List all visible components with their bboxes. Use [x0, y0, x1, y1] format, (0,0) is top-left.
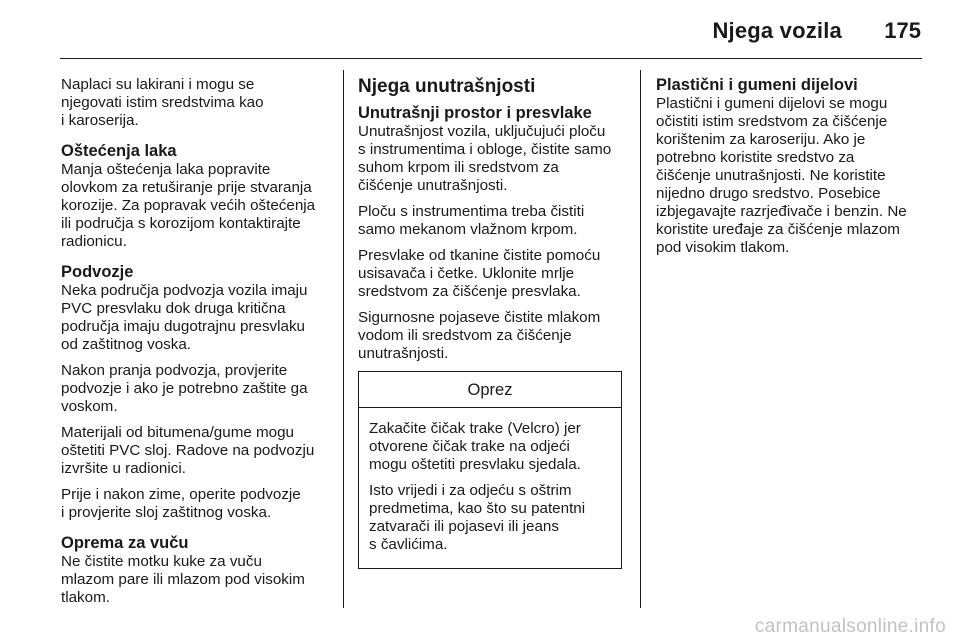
watermark: carmanualsonline.info [754, 616, 946, 637]
page-number: 175 [884, 18, 921, 43]
intro-section [61, 76, 333, 130]
section-heading: Plastični i gumeni dijelovi [656, 76, 858, 94]
column-1 [61, 76, 333, 615]
paragraph: Ne čistite motku kuke za vuču mlazom pare ili mlazom pod visokim tlakom. [61, 553, 305, 606]
paragraph: Presvlake od tkanine čistite pomoću usisavača i četke. Uklonite mrlje sredstvom za čišćenje presvlaka. [358, 247, 601, 300]
caution-paragraph: Zakačite čičak trake (Velcro) jer otvorene čičak trake na odjeći mogu oštetiti presvlaku sjedala. [369, 420, 581, 473]
caution-paragraph: Isto vrijedi i za odjeću s oštrim predmetima, kao što su patentni zatvarači ili pojasevi ili jeans s čavlićima. [369, 482, 586, 553]
section-paint-damage [61, 142, 333, 251]
paragraph: Unutrašnjost vozila, uključujući ploču s instrumentima i obloge, čistite samo suhom krpom ili sredstvom za čišćenje unutrašnjosti. [358, 123, 612, 194]
column-2 [358, 76, 622, 569]
section-underbody [61, 263, 333, 522]
section-heading: Oštećenja laka [61, 142, 177, 160]
section-heading: Unutrašnji prostor i presvlake [358, 104, 592, 122]
paragraph: Neka područja podvozja vozila imaju PVC presvlaku dok druga kritična područja imaju dugotrajnu presvlaku od zaštitnog voska. [61, 282, 308, 353]
column-3 [656, 76, 924, 265]
section-heading: Podvozje [61, 263, 134, 281]
paragraph: Prije i nakon zime, operite podvozje i provjerite sloj zaštitnog voska. [61, 486, 301, 521]
caution-body [359, 408, 621, 568]
paragraph: Sigurnosne pojaseve čistite mlakom vodom ili sredstvom za čišćenje unutrašnjosti. [358, 309, 601, 362]
column-divider-2 [640, 70, 641, 608]
paragraph: Plastični i gumeni dijelovi se mogu očistiti istim sredstvom za čišćenje korištenim za karoseriju. Ako je potrebno koristite sredstvo za čišćenje unutrašnjosti. Ne koristite nijedno drugo sredstvo. Posebice izbjegavajte razrjeđivače i benzin. Ne koristite uređaje za čišćenje mlazom pod visokim tlakom. [656, 95, 907, 256]
paragraph: Manja oštećenja laka popravite olovkom za retuširanje prije stvaranja korozije. Za popravak većih oštećenja ili područja s korozijom kontaktirajte radionicu. [61, 161, 316, 250]
paragraph: Materijali od bitumena/gume mogu oštetiti PVC sloj. Radove na podvozju izvršite u radionici. [61, 424, 315, 477]
paragraph: Ploču s instrumentima treba čistiti samo mekanom vlažnom krpom. [358, 203, 585, 238]
section-towing-equipment [61, 534, 333, 607]
paragraph: Nakon pranja podvozja, provjerite podvozje i ako je potrebno zaštite ga voskom. [61, 362, 308, 415]
page-header [0, 0, 960, 60]
section-heading: Oprema za vuču [61, 534, 189, 552]
caution-box [358, 371, 622, 569]
caution-label: Oprez [359, 372, 621, 408]
intro-paragraph: Naplaci su lakirani i mogu se njegovati istim sredstvima kao i karoserija. [61, 76, 264, 129]
header-title: Njega vozila [712, 18, 842, 43]
chapter-title: Njega unutrašnjosti [358, 76, 536, 97]
header-divider [60, 58, 922, 59]
column-divider-1 [343, 70, 344, 608]
